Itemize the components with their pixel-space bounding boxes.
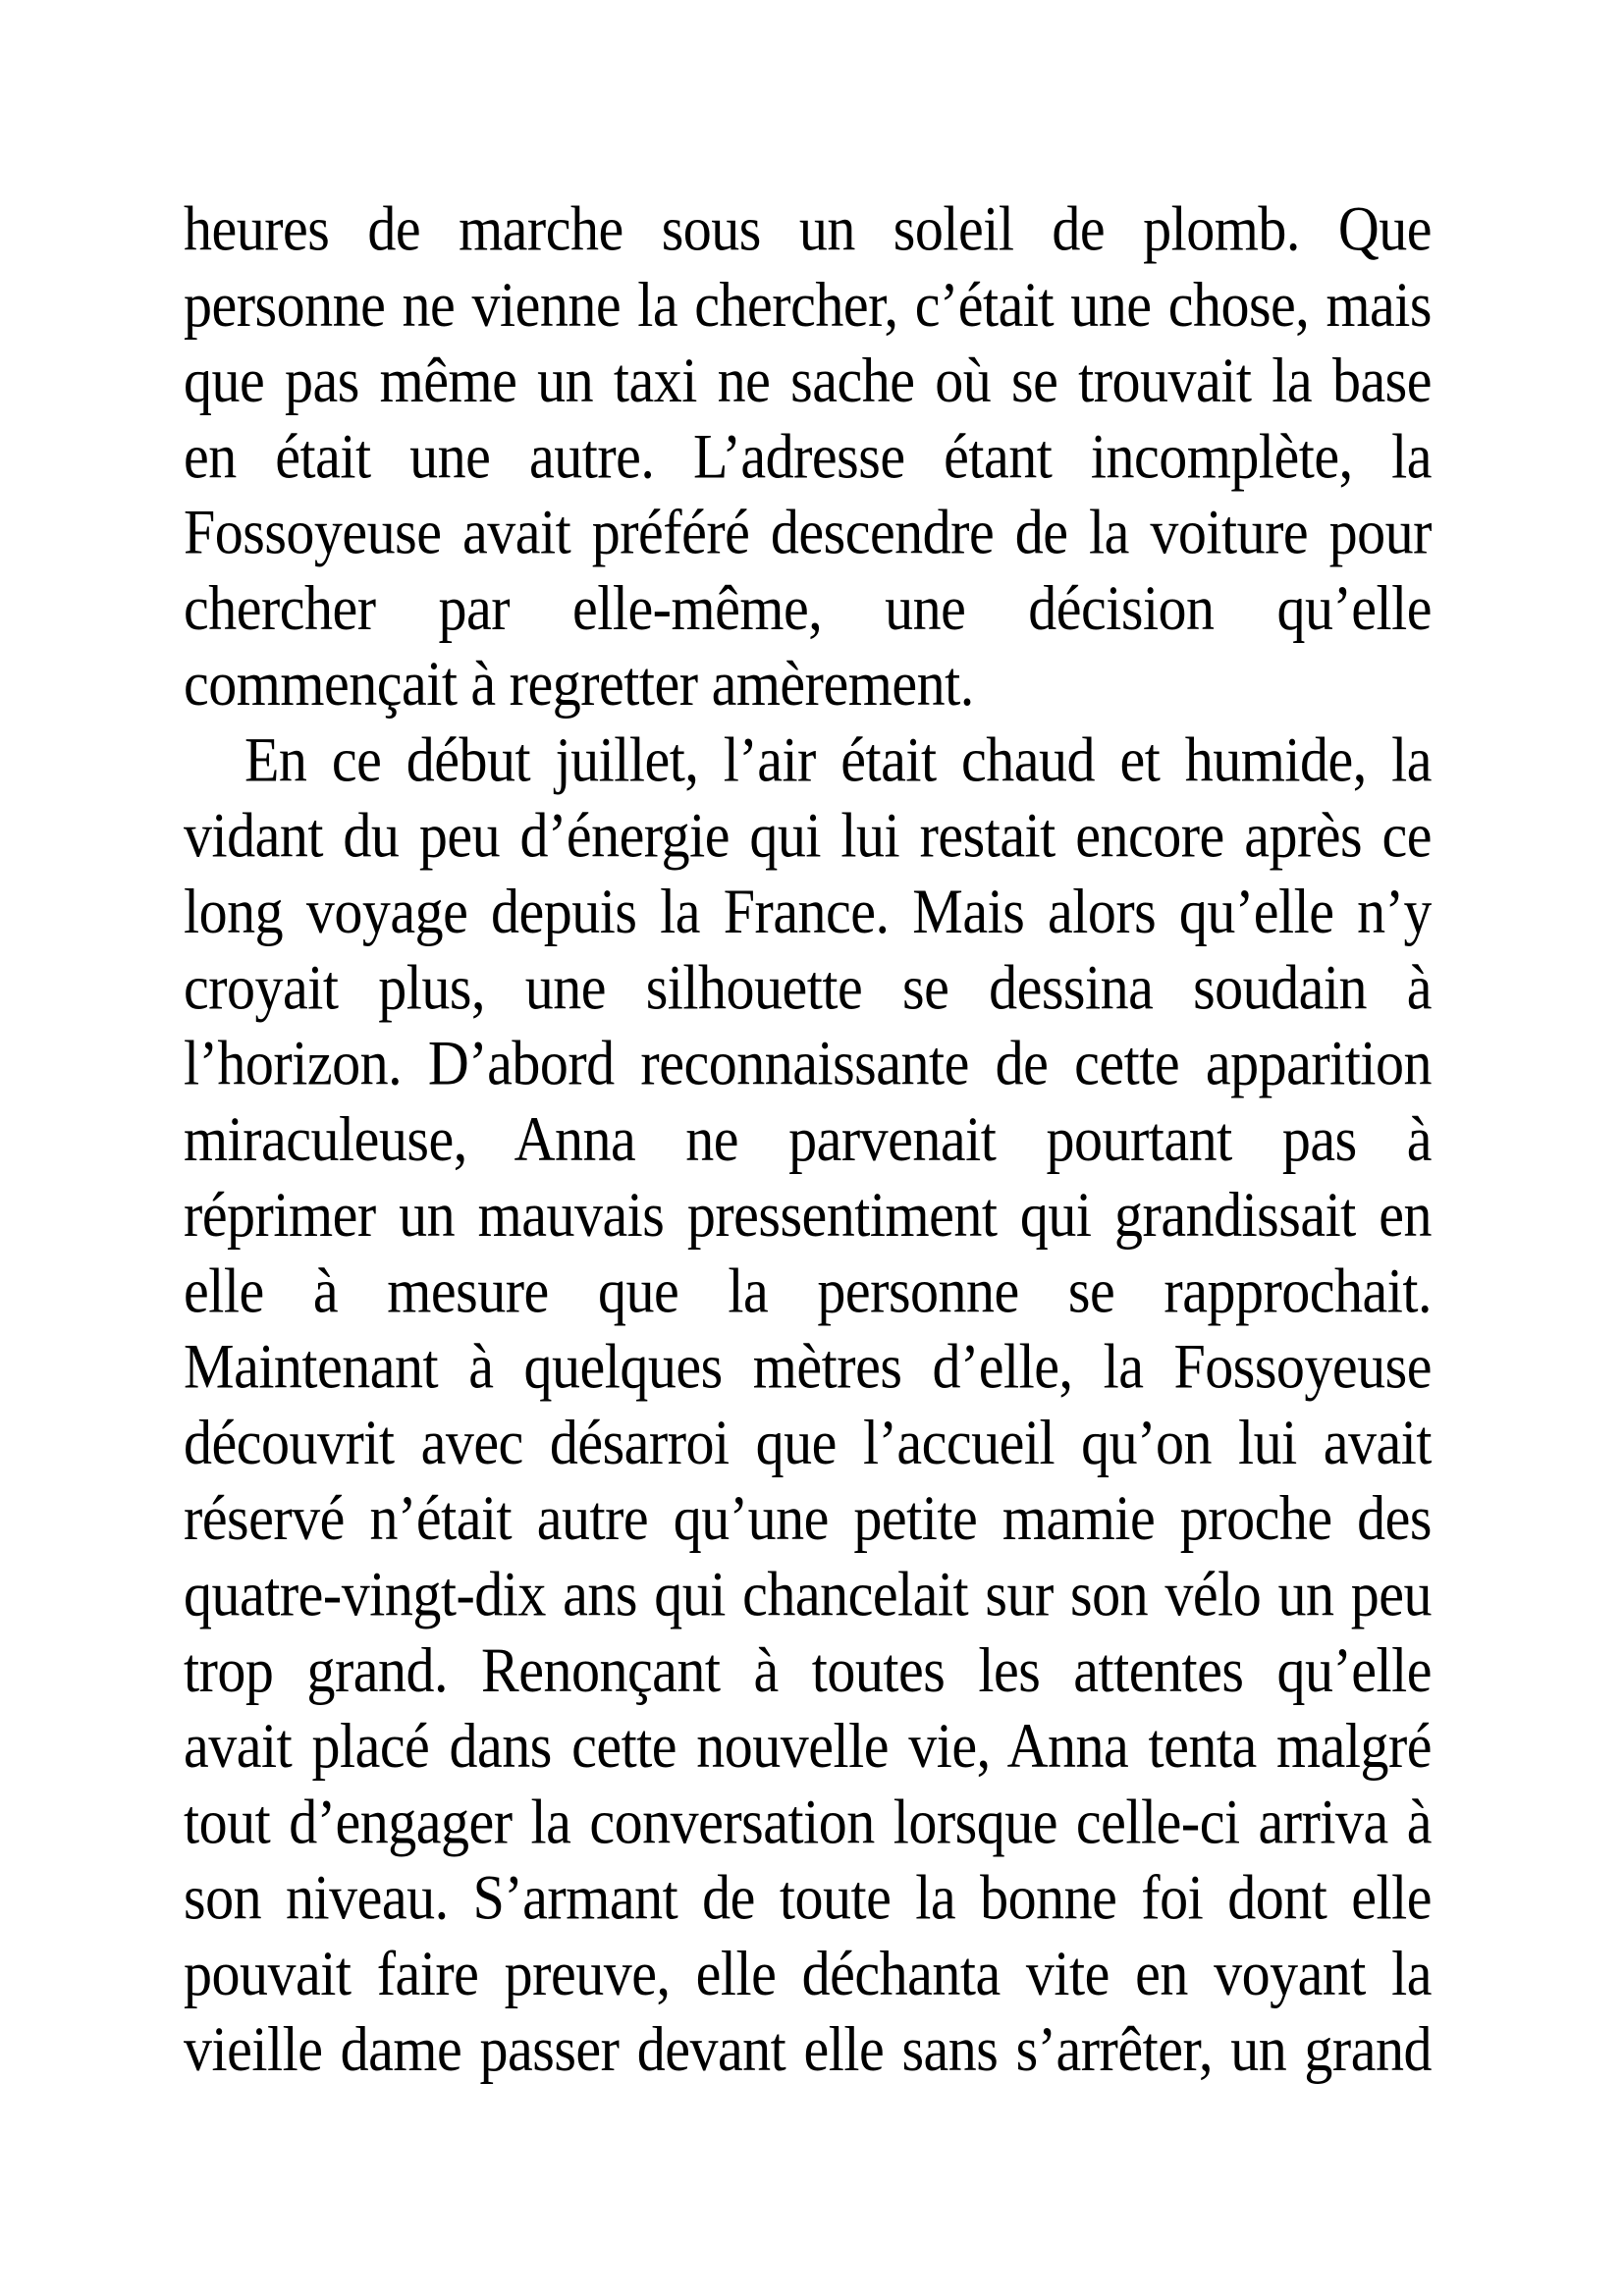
text-line: trop grand. Renonçant à toutes les attentes qu’elle [184, 1633, 1432, 1706]
text-line: Maintenant à quelques mètres d’elle, la Fossoyeuse [184, 1330, 1432, 1403]
paragraph [184, 721, 1432, 2087]
page-text-block [184, 190, 1432, 2087]
text-line: que pas même un taxi ne sache où se trouvait la base [184, 344, 1432, 416]
text-line: elle à mesure que la personne se rapprochait. [184, 1255, 1432, 1326]
text-line: croyait plus, une silhouette se dessina soudain à [184, 951, 1432, 1023]
text-line: long voyage depuis la France. Mais alors qu’elle n’y [184, 875, 1432, 947]
text-line: commençait à regretter amèrement. [184, 647, 974, 720]
text-line: réprimer un mauvais pressentiment qui grandissait en [184, 1178, 1432, 1251]
text-line: Fossoyeuse avait préféré descendre de la voiture pour [184, 496, 1432, 568]
text-line: quatre-vingt-dix ans qui chancelait sur son vélo un peu [184, 1558, 1432, 1630]
text-line: personne ne vienne la chercher, c’était une chose, mais [184, 268, 1432, 341]
text-line: avait placé dans cette nouvelle vie, Anna tenta malgré [184, 1709, 1432, 1782]
text-line: son niveau. S’armant de toute la bonne foi dont elle [184, 1861, 1432, 1934]
text-line: heures de marche sous un soleil de plomb. Que [184, 192, 1432, 265]
text-line: l’horizon. D’abord reconnaissante de cette apparition [184, 1027, 1432, 1099]
paragraph [184, 190, 1432, 721]
text-line: miraculeuse, Anna ne parvenait pourtant pas à [184, 1102, 1432, 1175]
text-line: réservé n’était autre qu’une petite mamie proche des [184, 1482, 1432, 1554]
text-line: tout d’engager la conversation lorsque celle-ci arriva à [184, 1786, 1432, 1857]
text-line: En ce début juillet, l’air était chaud et humide, la [244, 723, 1432, 795]
text-line: découvrit avec désarroi que l’accueil qu’on lui avait [184, 1406, 1432, 1478]
text-line: en était une autre. L’adresse étant incomplète, la [184, 420, 1432, 492]
text-line: pouvait faire preuve, elle déchanta vite en voyant la [184, 1937, 1432, 2009]
text-line: chercher par elle-même, une décision qu’elle [184, 571, 1432, 644]
text-line: vidant du peu d’énergie qui lui restait encore après ce [184, 799, 1432, 872]
text-line: vieille dame passer devant elle sans s’arrêter, un grand [184, 2012, 1432, 2085]
